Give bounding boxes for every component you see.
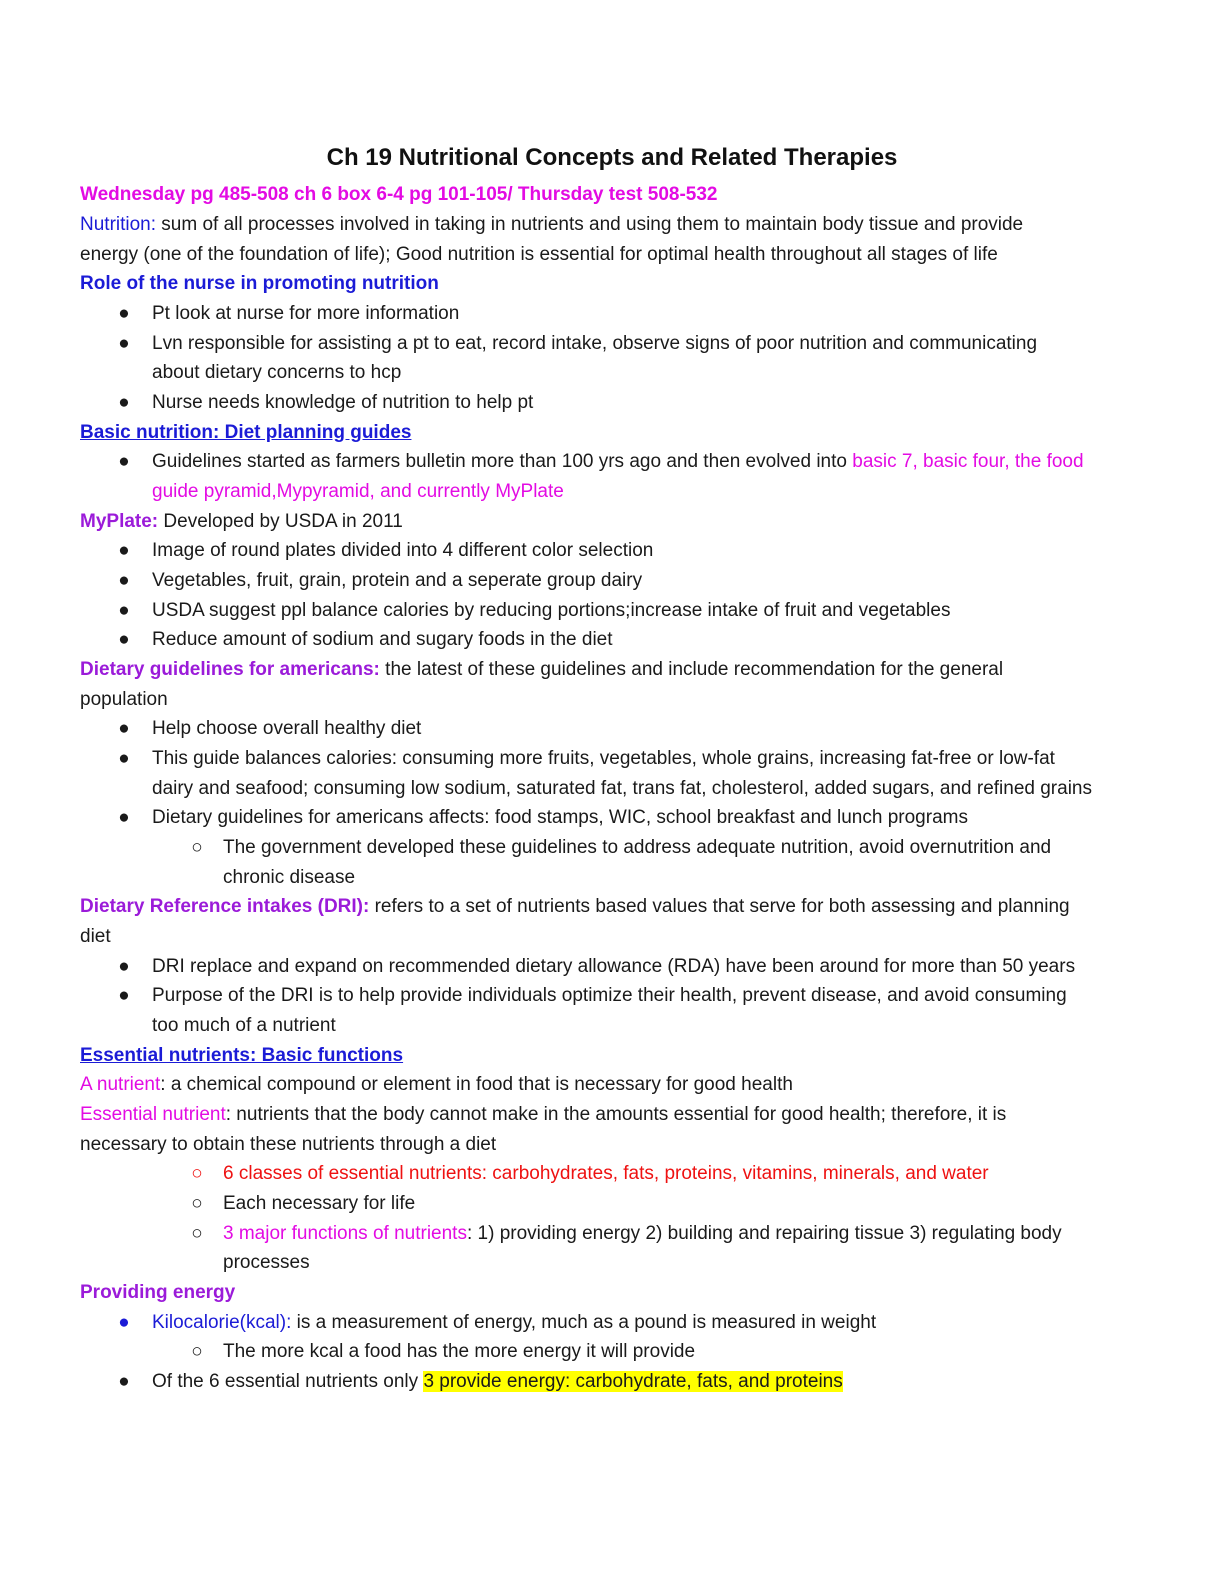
dga-sub-1: The government developed these guidelines to address adequate nutrition, avoid overnutrition and bbox=[223, 837, 1052, 858]
bullet-icon: ● bbox=[118, 748, 130, 769]
myplate-bullet-3: USDA suggest ppl balance calories by reducing portions;increase intake of fruit and vegetables bbox=[152, 600, 951, 621]
dri-bullet-1: DRI replace and expand on recommended dietary allowance (RDA) have been around for more than 50 years bbox=[152, 956, 1076, 977]
functions-def-1: : 1) providing energy 2) building and repairing tissue 3) regulating body bbox=[466, 1223, 1062, 1244]
dri-bullet-2: Purpose of the DRI is to help provide individuals optimize their health, prevent disease, and avoid consuming bbox=[152, 985, 1067, 1006]
basic-bullet-highlight: basic 7, basic four, the food bbox=[852, 451, 1084, 472]
bullet-icon: ● bbox=[118, 629, 130, 650]
energy-heading: Providing energy bbox=[80, 1282, 236, 1303]
essential-heading: Essential nutrients: Basic functions bbox=[80, 1045, 404, 1066]
functions-term: 3 major functions of nutrients bbox=[223, 1223, 467, 1244]
a-nutrient-def: : a chemical compound or element in food that is necessary for good health bbox=[160, 1074, 793, 1095]
bullet-icon: ● bbox=[118, 807, 130, 828]
dri-bullet-2-cont: too much of a nutrient bbox=[152, 1015, 336, 1036]
dga-term: Dietary guidelines for americans: bbox=[80, 659, 380, 680]
circle-bullet-icon: ○ bbox=[191, 837, 203, 858]
essential-nutrient-term: Essential nutrient bbox=[80, 1104, 226, 1125]
bullet-icon: ● bbox=[118, 333, 130, 354]
nutrition-def-2: energy (one of the foundation of life); Good nutrition is essential for optimal health throughout all stages of life bbox=[80, 244, 998, 265]
dga-definition bbox=[80, 655, 1003, 685]
essential-nutrient-def-2: necessary to obtain these nutrients through a diet bbox=[80, 1134, 497, 1155]
nutrition-definition bbox=[80, 210, 1023, 240]
energy-highlight: 3 provide energy: carbohydrate, fats, and proteins bbox=[423, 1371, 843, 1392]
dga-bullet-3: Dietary guidelines for americans affects: food stamps, WIC, school breakfast and lunch programs bbox=[152, 807, 968, 828]
energy-last-bullet bbox=[152, 1367, 843, 1397]
role-bullet-2: Lvn responsible for assisting a pt to eat, record intake, observe signs of poor nutrition and communicating bbox=[152, 333, 1038, 354]
circle-bullet-icon: ○ bbox=[191, 1223, 203, 1244]
myplate-def: Developed by USDA in 2011 bbox=[158, 511, 403, 532]
energy-last-text: Of the 6 essential nutrients only bbox=[152, 1371, 424, 1392]
role-bullet-2-cont: about dietary concerns to hcp bbox=[152, 362, 402, 383]
dri-def-2: diet bbox=[80, 926, 111, 947]
dga-sub-2: chronic disease bbox=[223, 867, 356, 888]
basic-bullet-cont: guide pyramid,Mypyramid, and currently MyPlate bbox=[152, 481, 564, 502]
circle-bullet-icon: ○ bbox=[191, 1341, 203, 1362]
basic-bullet-text: Guidelines started as farmers bulletin more than 100 yrs ago and then evolved into bbox=[152, 451, 853, 472]
myplate-bullet-1: Image of round plates divided into 4 different color selection bbox=[152, 540, 654, 561]
kcal-term: Kilocalorie(kcal): bbox=[152, 1312, 292, 1333]
bullet-icon: ● bbox=[118, 718, 130, 739]
essential-sub-classes: 6 classes of essential nutrients: carbohydrates, fats, proteins, vitamins, minerals, and water bbox=[223, 1163, 989, 1184]
basic-bullet bbox=[152, 447, 1084, 477]
nutrition-term: Nutrition: bbox=[80, 214, 157, 235]
a-nutrient-definition bbox=[80, 1070, 793, 1100]
bullet-icon: ● bbox=[118, 451, 130, 472]
circle-bullet-icon: ○ bbox=[191, 1193, 203, 1214]
essential-nutrient-definition bbox=[80, 1100, 1006, 1130]
myplate-bullet-2: Vegetables, fruit, grain, protein and a seperate group dairy bbox=[152, 570, 643, 591]
dri-definition bbox=[80, 892, 1070, 922]
bullet-icon: ● bbox=[118, 540, 130, 561]
schedule-line: Wednesday pg 485-508 ch 6 box 6-4 pg 101-105/ Thursday test 508-532 bbox=[80, 184, 718, 205]
dga-bullet-2-cont: dairy and seafood; consuming low sodium, saturated fat, trans fat, cholesterol, added sugars, and refined grains bbox=[152, 778, 1092, 799]
dga-bullet-1: Help choose overall healthy diet bbox=[152, 718, 422, 739]
bullet-icon: ● bbox=[118, 1371, 130, 1392]
myplate-bullet-4: Reduce amount of sodium and sugary foods in the diet bbox=[152, 629, 613, 650]
myplate-term: MyPlate: bbox=[80, 511, 159, 532]
dga-def-2: population bbox=[80, 689, 168, 710]
a-nutrient-term: A nutrient bbox=[80, 1074, 161, 1095]
bullet-icon: ● bbox=[118, 600, 130, 621]
dga-bullet-2: This guide balances calories: consuming more fruits, vegetables, whole grains, increasing fat-free or low-fat bbox=[152, 748, 1055, 769]
myplate-definition bbox=[80, 507, 403, 537]
circle-bullet-icon: ○ bbox=[191, 1163, 203, 1184]
kcal-def: is a measurement of energy, much as a pound is measured in weight bbox=[291, 1312, 877, 1333]
page-title: Ch 19 Nutritional Concepts and Related Therapies bbox=[326, 144, 898, 171]
kcal-sub: The more kcal a food has the more energy it will provide bbox=[223, 1341, 696, 1362]
role-bullet-1: Pt look at nurse for more information bbox=[152, 303, 460, 324]
dri-def-1: refers to a set of nutrients based values that serve for both assessing and planning bbox=[369, 896, 1070, 917]
dga-def-1: the latest of these guidelines and include recommendation for the general bbox=[379, 659, 1004, 680]
kcal-definition bbox=[152, 1308, 876, 1338]
nutrition-def-1: sum of all processes involved in taking in nutrients and using them to maintain body tissue and provide bbox=[156, 214, 1024, 235]
bullet-icon: ● bbox=[118, 1312, 130, 1333]
essential-nutrient-def-1: : nutrients that the body cannot make in the amounts essential for good health; therefore, it is bbox=[225, 1104, 1007, 1125]
basic-heading: Basic nutrition: Diet planning guides bbox=[80, 422, 412, 443]
essential-sub-each: Each necessary for life bbox=[223, 1193, 416, 1214]
bullet-icon: ● bbox=[118, 956, 130, 977]
role-bullet-3: Nurse needs knowledge of nutrition to help pt bbox=[152, 392, 534, 413]
bullet-icon: ● bbox=[118, 392, 130, 413]
essential-sub-functions bbox=[223, 1219, 1062, 1249]
role-heading: Role of the nurse in promoting nutrition bbox=[80, 273, 439, 294]
bullet-icon: ● bbox=[118, 570, 130, 591]
dri-term: Dietary Reference intakes (DRI): bbox=[80, 896, 370, 917]
bullet-icon: ● bbox=[118, 985, 130, 1006]
bullet-icon: ● bbox=[118, 303, 130, 324]
functions-def-2: processes bbox=[223, 1252, 310, 1273]
